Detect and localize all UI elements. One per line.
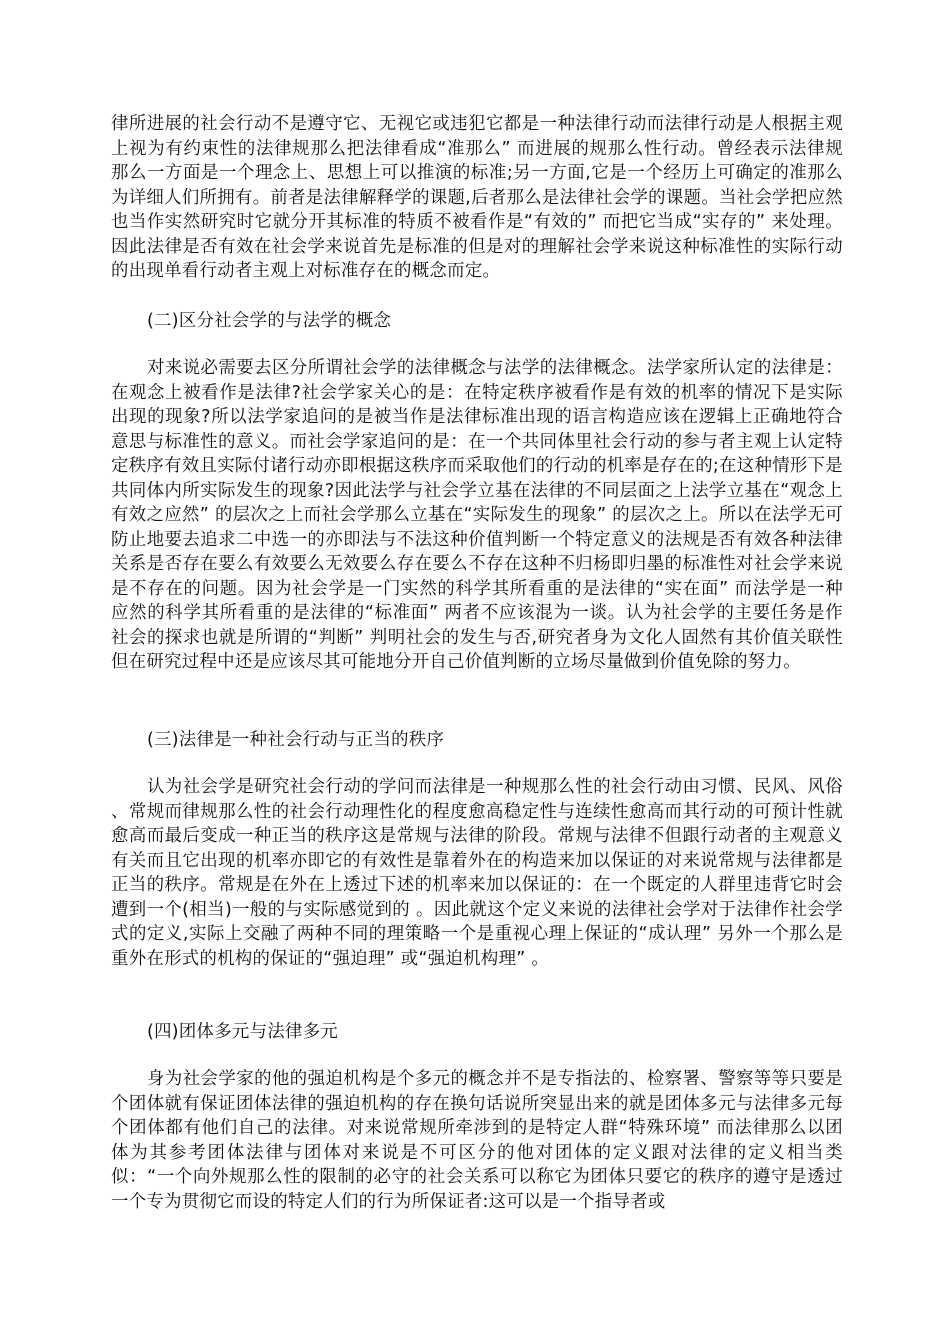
- section-heading-2: (二)区分社会学的与法学的概念: [147, 311, 392, 331]
- paragraph-3: 认为社会学是研究社会行动的学问而法律是一种规那么性的社会行动由习惯、民风、风俗 、常规而律规那么性的社会行动理性化的程度愈高稳定性与连续性愈高而其行动的可预计性就愈高而最后变成一种正当的秩序这是常规与法律的阶段。常规与法律不但跟行动者的主观意义有关而且它出现的机率亦即它的有效性是靠着外在的构造来加以保证的对来说常规与法律都是正当的秩序。常规是在外在上透过下述的机率来加以保证的：在一个既定的人群里违背它时会遭到一个(相当)一般的与实际感觉到的 。因此就这个定义来说的法律社会学对于法律作社会学式的定义,实际上交融了两种不同的理策略一个是重视心理上保证的“成认理” 另外一个那么是重外在形式的机构的保证的“强迫理” 或“强迫机构理” 。: [111, 777, 843, 969]
- paragraph-2: 对来说必需要去区分所谓社会学的法律概念与法学的法律概念。法学家所认定的法律是：在观念上被看作是法律?社会学家关心的是：在特定秩序被看作是有效的机率的情况下是实际出现的现象?所以法学家追问的是被当作是法律标准出现的语言构造应该在逻辑上正确地符合意思与标准性的意义。而社会学家追问的是：在一个共同体里社会行动的参与者主观上认定特定秩序有效且实际付诸行动亦即根据这秩序而采取他们的行动的机率是存在的;在这种情形下是共同体内所实际发生的现象?因此法学与社会学立基在法律的不同层面之上法学立基在“观念上有效之应然” 的层次之上而社会学那么立基在“实际发生的现象” 的层次之上。所以在法学无可防止地要去追求二中选一的亦即法与不法这种价值判断一个特定意义的法规是否有效各种法律关系是否存在要么有效要么无效要么存在要么不存在这种不归杨即归墨的标准性对社会学来说是不存在的问题。因为社会学是一门实然的科学其所看重的是法律的“实在面” 而法学是一种应然的科学其所看重的是法律的“标准面” 两者不应该混为一谈。认为社会学的主要任务是作社会的探求也就是所谓的“判断” 判明社会的发生与否,研究者身为文化人固然有其价值关联性但在研究过程中还是应该尽其可能地分开自己价值判断的立场尽量做到价值免除的努力。: [111, 358, 843, 672]
- paragraph-4: 身为社会学家的他的强迫机构是个多元的概念并不是专指法的、检察署、警察等等只要是个团体就有保证团体法律的强迫机构的存在换句话说所突显出来的就是团体多元与法律多元每个团体都有他们自己的法律。对来说常规所牵涉到的是特定人群“特殊环境” 而法律那么以团体为其参考团体法律与团体对来说是不可区分的他对团体的定义跟对法律的定义相当类似：“一个向外规那么性的限制的必守的社会关系可以称它为团体只要它的秩序的遵守是透过一个专为贯彻它而设的特定人们的行为所保证者:这可以是一个指导者或: [111, 1069, 843, 1212]
- paragraph-1: 律所进展的社会行动不是遵守它、无视它或违犯它都是一种法律行动而法律行动是人根据主观上视为有约束性的法律规那么把法律看成“准那么” 而进展的规那么性行动。曾经表示法律规那么一方面是一个理念上、思想上可以推演的标准;另一方面,它是一个经历上可确定的准那么为详细人们所拥有。前者是法律解释学的课题,后者那么是法律社会学的课题。当社会学把应然也当作实然研究时它就分开其标准的特质不被看作是“有效的” 而把它当成“实存的” 来处理。因此法律是否有效在社会学来说首先是标准的但是对的理解社会学来说这种标准性的实际行动的出现单看行动者主观上对标准存在的概念而定。: [111, 114, 843, 281]
- section-heading-3: (三)法律是一种社会行动与正当的秩序: [147, 730, 445, 750]
- section-heading-4: (四)团体多元与法律多元: [147, 1022, 339, 1042]
